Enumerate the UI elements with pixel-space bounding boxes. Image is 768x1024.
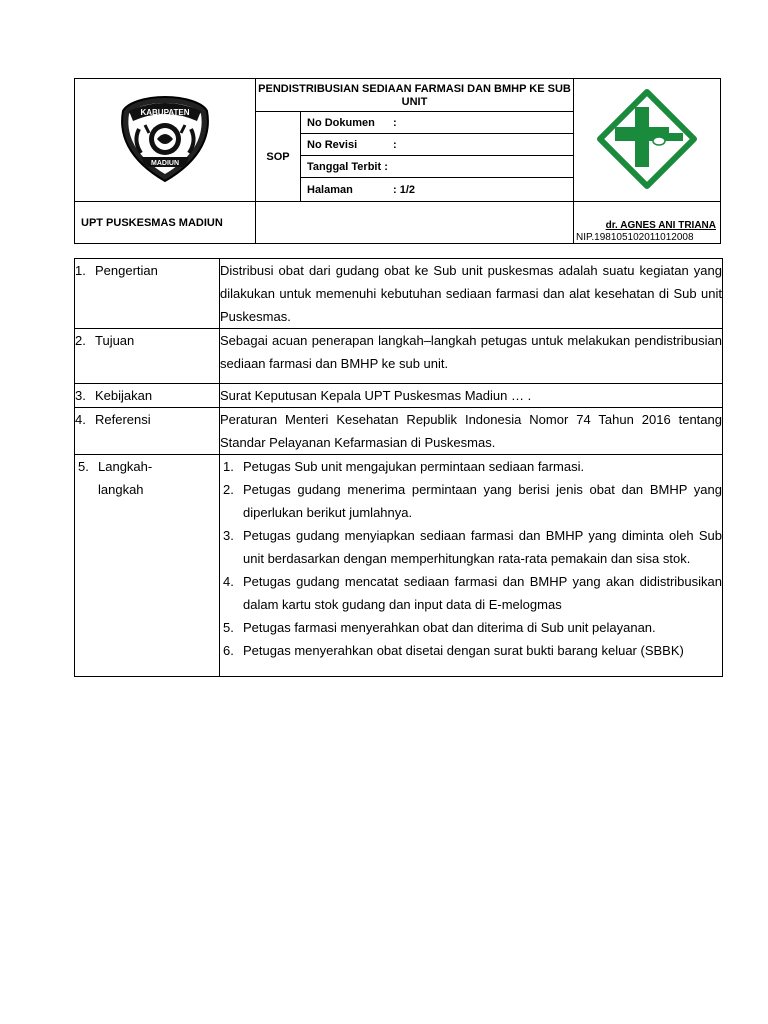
blank-cell — [256, 202, 574, 244]
section-row-referensi — [75, 408, 723, 455]
sop-label: SOP — [256, 112, 301, 202]
step-number: 1. — [223, 459, 234, 474]
field-label: No Dokumen — [307, 116, 375, 129]
svg-text:KABUPATEN: KABUPATEN — [140, 107, 190, 117]
section-label — [75, 259, 220, 329]
field-label: Halaman — [307, 183, 353, 196]
document-title — [256, 79, 574, 112]
section-label-text: Tujuan — [95, 333, 135, 348]
step-text: Petugas menyerahkan obat disetai dengan surat bukti barang keluar (SBBK) — [243, 643, 684, 658]
list-item — [223, 570, 722, 616]
step-text: Petugas gudang menerima permintaan yang berisi jenis obat dan BMHP yang diperlukan berikut jumlahnya. — [243, 482, 722, 520]
section-label-text: Langkah- — [98, 459, 153, 474]
document-title-text: PENDISTRIBUSIAN SEDIAAN FARMASI DAN BMHP KE SUB UNIT — [258, 83, 571, 108]
section-row-kebijakan — [75, 384, 723, 408]
field-halaman — [301, 178, 574, 202]
step-text: Petugas gudang mencatat sediaan farmasi dan BMHP yang akan didistribusikan dalam kartu stok gudang dan input data di E-melogmas — [243, 574, 722, 612]
sop-header-table — [74, 78, 721, 244]
step-text: Petugas gudang menyiapkan sediaan farmasi dan BMHP yang diminta oleh Sub unit berdasarkan dengan memperhitungkan rata-rata pemakain dan sisa stok. — [243, 528, 722, 566]
signature-block — [574, 202, 721, 244]
field-no-revisi — [301, 134, 574, 156]
section-label — [75, 329, 220, 384]
field-label: Tanggal Terbit : — [307, 160, 388, 173]
svg-text:MADIUN: MADIUN — [151, 159, 179, 167]
section-label — [75, 408, 220, 455]
section-row-langkah — [75, 455, 723, 677]
field-no-dokumen — [301, 112, 574, 134]
section-label-text: Referensi — [95, 412, 151, 427]
section-text: Sebagai acuan penerapan langkah–langkah petugas untuk melakukan pendistribusian sediaan farmasi dan BMHP ke sub unit. — [220, 329, 723, 384]
list-item — [223, 639, 722, 662]
step-number: 6. — [223, 643, 234, 658]
field-value: : — [393, 138, 397, 151]
list-item — [223, 478, 722, 524]
kabupaten-madiun-logo-cell — [75, 79, 256, 202]
section-number: 4. — [75, 412, 86, 427]
section-number: 2. — [75, 333, 86, 348]
sop-content-table — [74, 258, 723, 677]
list-item — [223, 616, 722, 639]
signer-name: dr. AGNES ANI TRIANA — [605, 220, 716, 231]
step-number: 2. — [223, 482, 234, 497]
step-number: 3. — [223, 528, 234, 543]
section-row-tujuan — [75, 329, 723, 384]
section-number: 3. — [75, 388, 86, 403]
section-text: Peraturan Menteri Kesehatan Republik Indonesia Nomor 74 Tahun 2016 tentang Standar Pelayanan Kefarmasian di Puskesmas. — [220, 408, 723, 455]
list-item — [223, 524, 722, 570]
puskesmas-logo-icon — [597, 89, 697, 189]
steps-list-cell — [220, 455, 723, 677]
field-value: : 1/2 — [393, 183, 416, 196]
section-label-text: Pengertian — [95, 263, 158, 278]
step-number: 5. — [223, 620, 234, 635]
section-label-text: langkah — [98, 482, 144, 497]
signer-nip: NIP.198105102011012008 — [576, 232, 694, 243]
step-number: 4. — [223, 574, 234, 589]
section-text: Surat Keputusan Kepala UPT Puskesmas Madiun … . — [220, 384, 723, 408]
field-value: : — [393, 116, 397, 129]
section-text: Distribusi obat dari gudang obat ke Sub unit puskesmas adalah suatu kegiatan yang dilakukan untuk memenuhi kebutuhan sediaan farmasi dan alat kesehatan di Sub unit Puskesmas. — [220, 259, 723, 329]
list-item — [223, 455, 722, 478]
section-number: 5. — [78, 459, 89, 474]
puskesmas-logo-cell — [574, 79, 721, 202]
section-label — [75, 455, 220, 677]
section-row-pengertian — [75, 259, 723, 329]
section-number: 1. — [75, 263, 86, 278]
section-label — [75, 384, 220, 408]
step-text: Petugas Sub unit mengajukan permintaan sediaan farmasi. — [243, 459, 585, 474]
step-text: Petugas farmasi menyerahkan obat dan diterima di Sub unit pelayanan. — [243, 620, 656, 635]
steps-list — [223, 455, 722, 662]
organization-name: UPT PUSKESMAS MADIUN — [75, 202, 256, 244]
field-label: No Revisi — [307, 138, 358, 151]
kabupaten-madiun-emblem-icon — [115, 93, 215, 185]
field-tanggal-terbit — [301, 156, 574, 178]
section-label-text: Kebijakan — [95, 388, 153, 403]
